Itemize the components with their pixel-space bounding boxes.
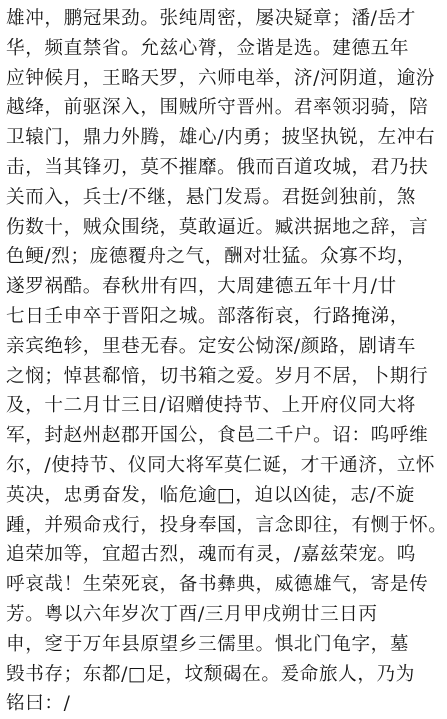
text-line: 及，十二月廿三日/诏赠使持节、上开府仪同大将 [6,395,416,417]
text-line: 雄冲，鹏冠果劲。张纯周密，屡决疑章；潘/岳才 [6,8,416,29]
text-line: 呼哀哉！生荣死哀，备书彝典，威德雄气，寄是传 [6,574,429,596]
text-line: 七日壬申卒于晋阳之城。部落衔哀，行路掩涕， [6,305,410,327]
text-line: 铭曰：/ [6,693,71,715]
text-line: 遂罗祸酷。春秋卅有四，大周建德五年十月/廿 [6,276,397,298]
text-line: 英决，忠勇奋发，临危逾□，迫以凶徒，志/不旋 [6,484,415,506]
text-line: 应钟候月，王略天罗，六师电举，济/河阴道，逾汾 [6,67,436,89]
text-line: 申，窆于万年县原望乡三儒里。惧北门龟字，墓 [6,633,410,655]
text-line: 军，封赵州赵郡开国公，食邑二千户。诏：呜呼维 [6,425,429,447]
text-line: 之悯；悼甚郗愔，切书箱之爱。岁月不居，卜期行 [6,365,429,387]
text-line: 芳。粤以六年岁次丁酉/三月甲戌朔廿三日丙 [6,603,378,625]
text-line: 卫辕门，鼎力外腾，雄心/内勇；披坚执锐，左冲右 [6,127,436,149]
text-line: 踵，并殒命戎行，投身奉国，言念即往，有恻于怀。 [6,514,447,536]
text-line: 华，频直禁省。允兹心膂，佥谐是选。建德五年 [6,37,410,59]
text-line: 亲宾绝轸，里巷无春。定安公恸深/颜路，剧请车 [6,335,416,357]
text-line: 击，当其锋刃，莫不摧靡。俄而百道攻城，君乃扶 [6,156,429,178]
text-line: 越绛，前驱深入，围贼所守晋州。君率领羽骑，陪 [6,97,429,119]
text-line: 伤数十，贼众围绕，莫敢逼近。臧洪据地之辞，言 [6,216,429,238]
text-line: 关而入，兵士/不继，悬门发焉。君挺剑独前，煞 [6,186,416,208]
text-line: 尔，/使持节、仪同大将军莫仁诞，才干通济，立怀 [6,454,436,476]
text-line: 毁书存；东都/□足，坟颓碣在。爰命旅人，乃为 [6,663,415,685]
text-line: 追荣加等，宜超古烈，魂而有灵，/嘉兹荣宠。呜 [6,544,416,566]
text-line: 色鲠/烈；庞德覆舟之气，酬对壮猛。众寡不均， [6,246,416,268]
